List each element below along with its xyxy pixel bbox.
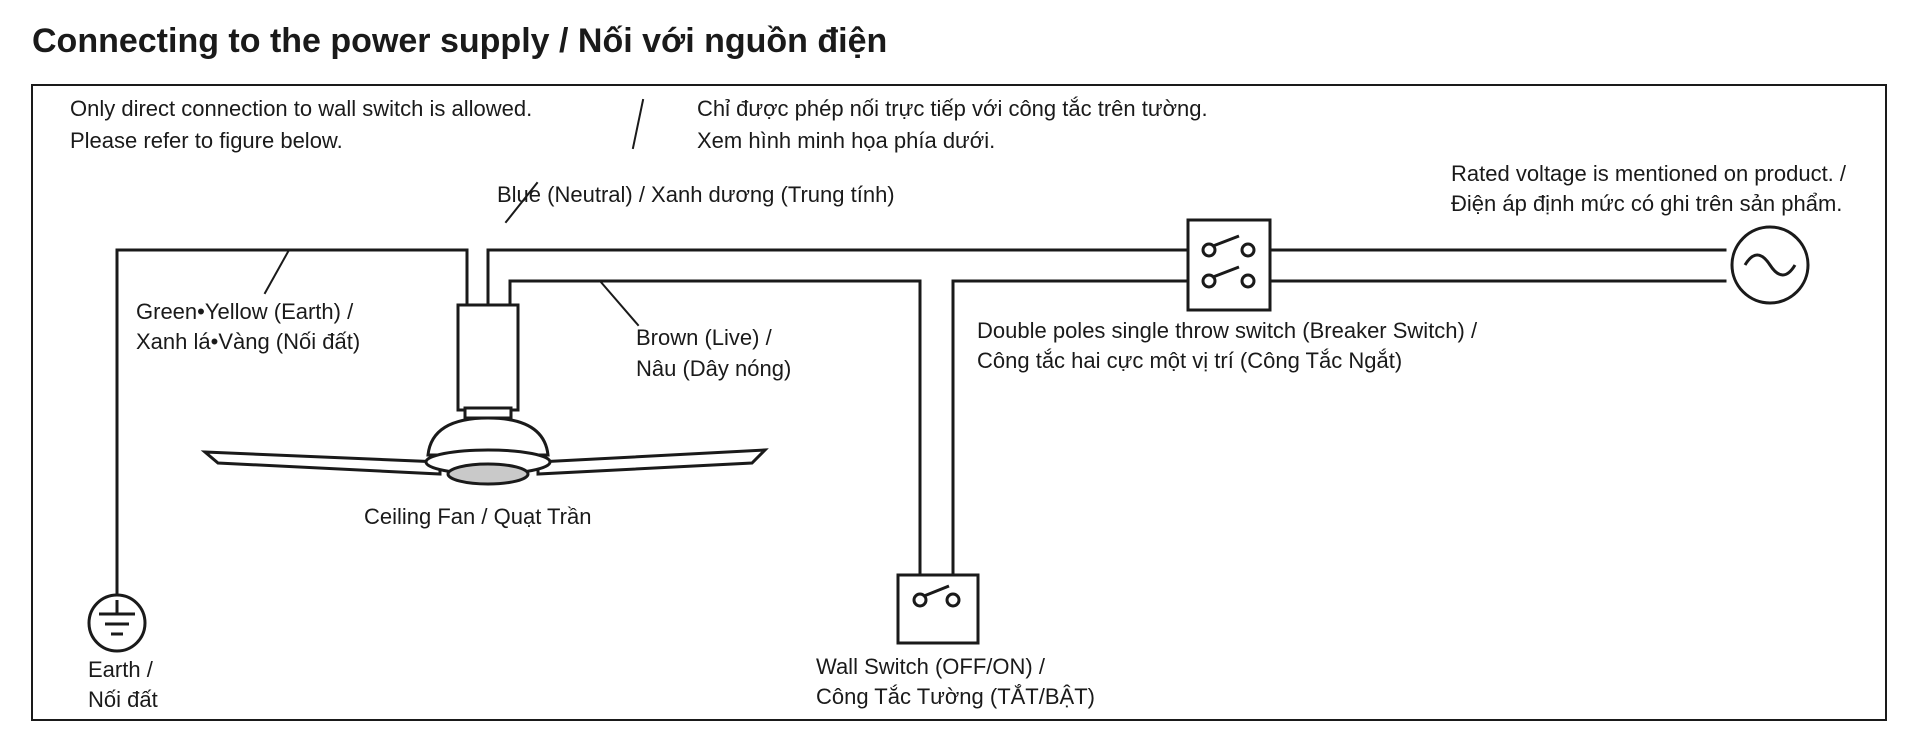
label-breaker-line1: Double poles single throw switch (Breaker Switch) / <box>977 318 1478 343</box>
label-wall-switch-line1: Wall Switch (OFF/ON) / <box>816 654 1045 679</box>
label-ceiling-fan: Ceiling Fan / Quạt Trần <box>364 504 592 529</box>
label-blue-neutral: Blue (Neutral) / Xanh dương (Trung tính) <box>497 182 895 207</box>
fan-downrod <box>458 305 518 410</box>
earth-ground-icon <box>89 595 145 651</box>
ac-source-icon <box>1732 227 1808 303</box>
breaker-switch-icon <box>1188 220 1270 310</box>
label-earth-line1: Earth / <box>88 657 153 682</box>
fan-blade-left <box>205 452 440 474</box>
intro-separator-line <box>633 100 643 148</box>
leader-green-yellow <box>265 250 289 293</box>
label-green-yellow-line1: Green•Yellow (Earth) / <box>136 299 354 324</box>
page-title: Connecting to the power supply / Nối với nguồn điện <box>32 22 888 60</box>
intro-vi-line2: Xem hình minh họa phía dưới. <box>697 128 996 153</box>
wall-switch-icon <box>898 575 978 643</box>
label-rated-line1: Rated voltage is mentioned on product. / <box>1451 161 1847 186</box>
leader-brown <box>600 281 638 325</box>
label-wall-switch-line2: Công Tắc Tường (TẮT/BẬT) <box>816 684 1095 709</box>
label-green-yellow-line2: Xanh lá•Vàng (Nối đất) <box>136 329 361 354</box>
intro-en-line2: Please refer to figure below. <box>70 128 343 153</box>
fan-blade-right <box>538 450 765 474</box>
label-brown-line1: Brown (Live) / <box>636 325 772 350</box>
neutral-wire <box>488 250 1725 305</box>
fan-light-glass <box>448 464 528 484</box>
intro-vi-line1: Chỉ được phép nối trực tiếp với công tắc trên tường. <box>697 96 1208 121</box>
label-breaker-line2: Công tắc hai cực một vị trí (Công Tắc Ngắt) <box>977 348 1403 373</box>
label-earth-line2: Nối đất <box>88 687 158 712</box>
label-rated-line2: Điện áp định mức có ghi trên sản phẩm. <box>1451 191 1843 216</box>
label-brown-line2: Nâu (Dây nóng) <box>636 356 792 381</box>
intro-en-line1: Only direct connection to wall switch is allowed. <box>70 96 533 121</box>
